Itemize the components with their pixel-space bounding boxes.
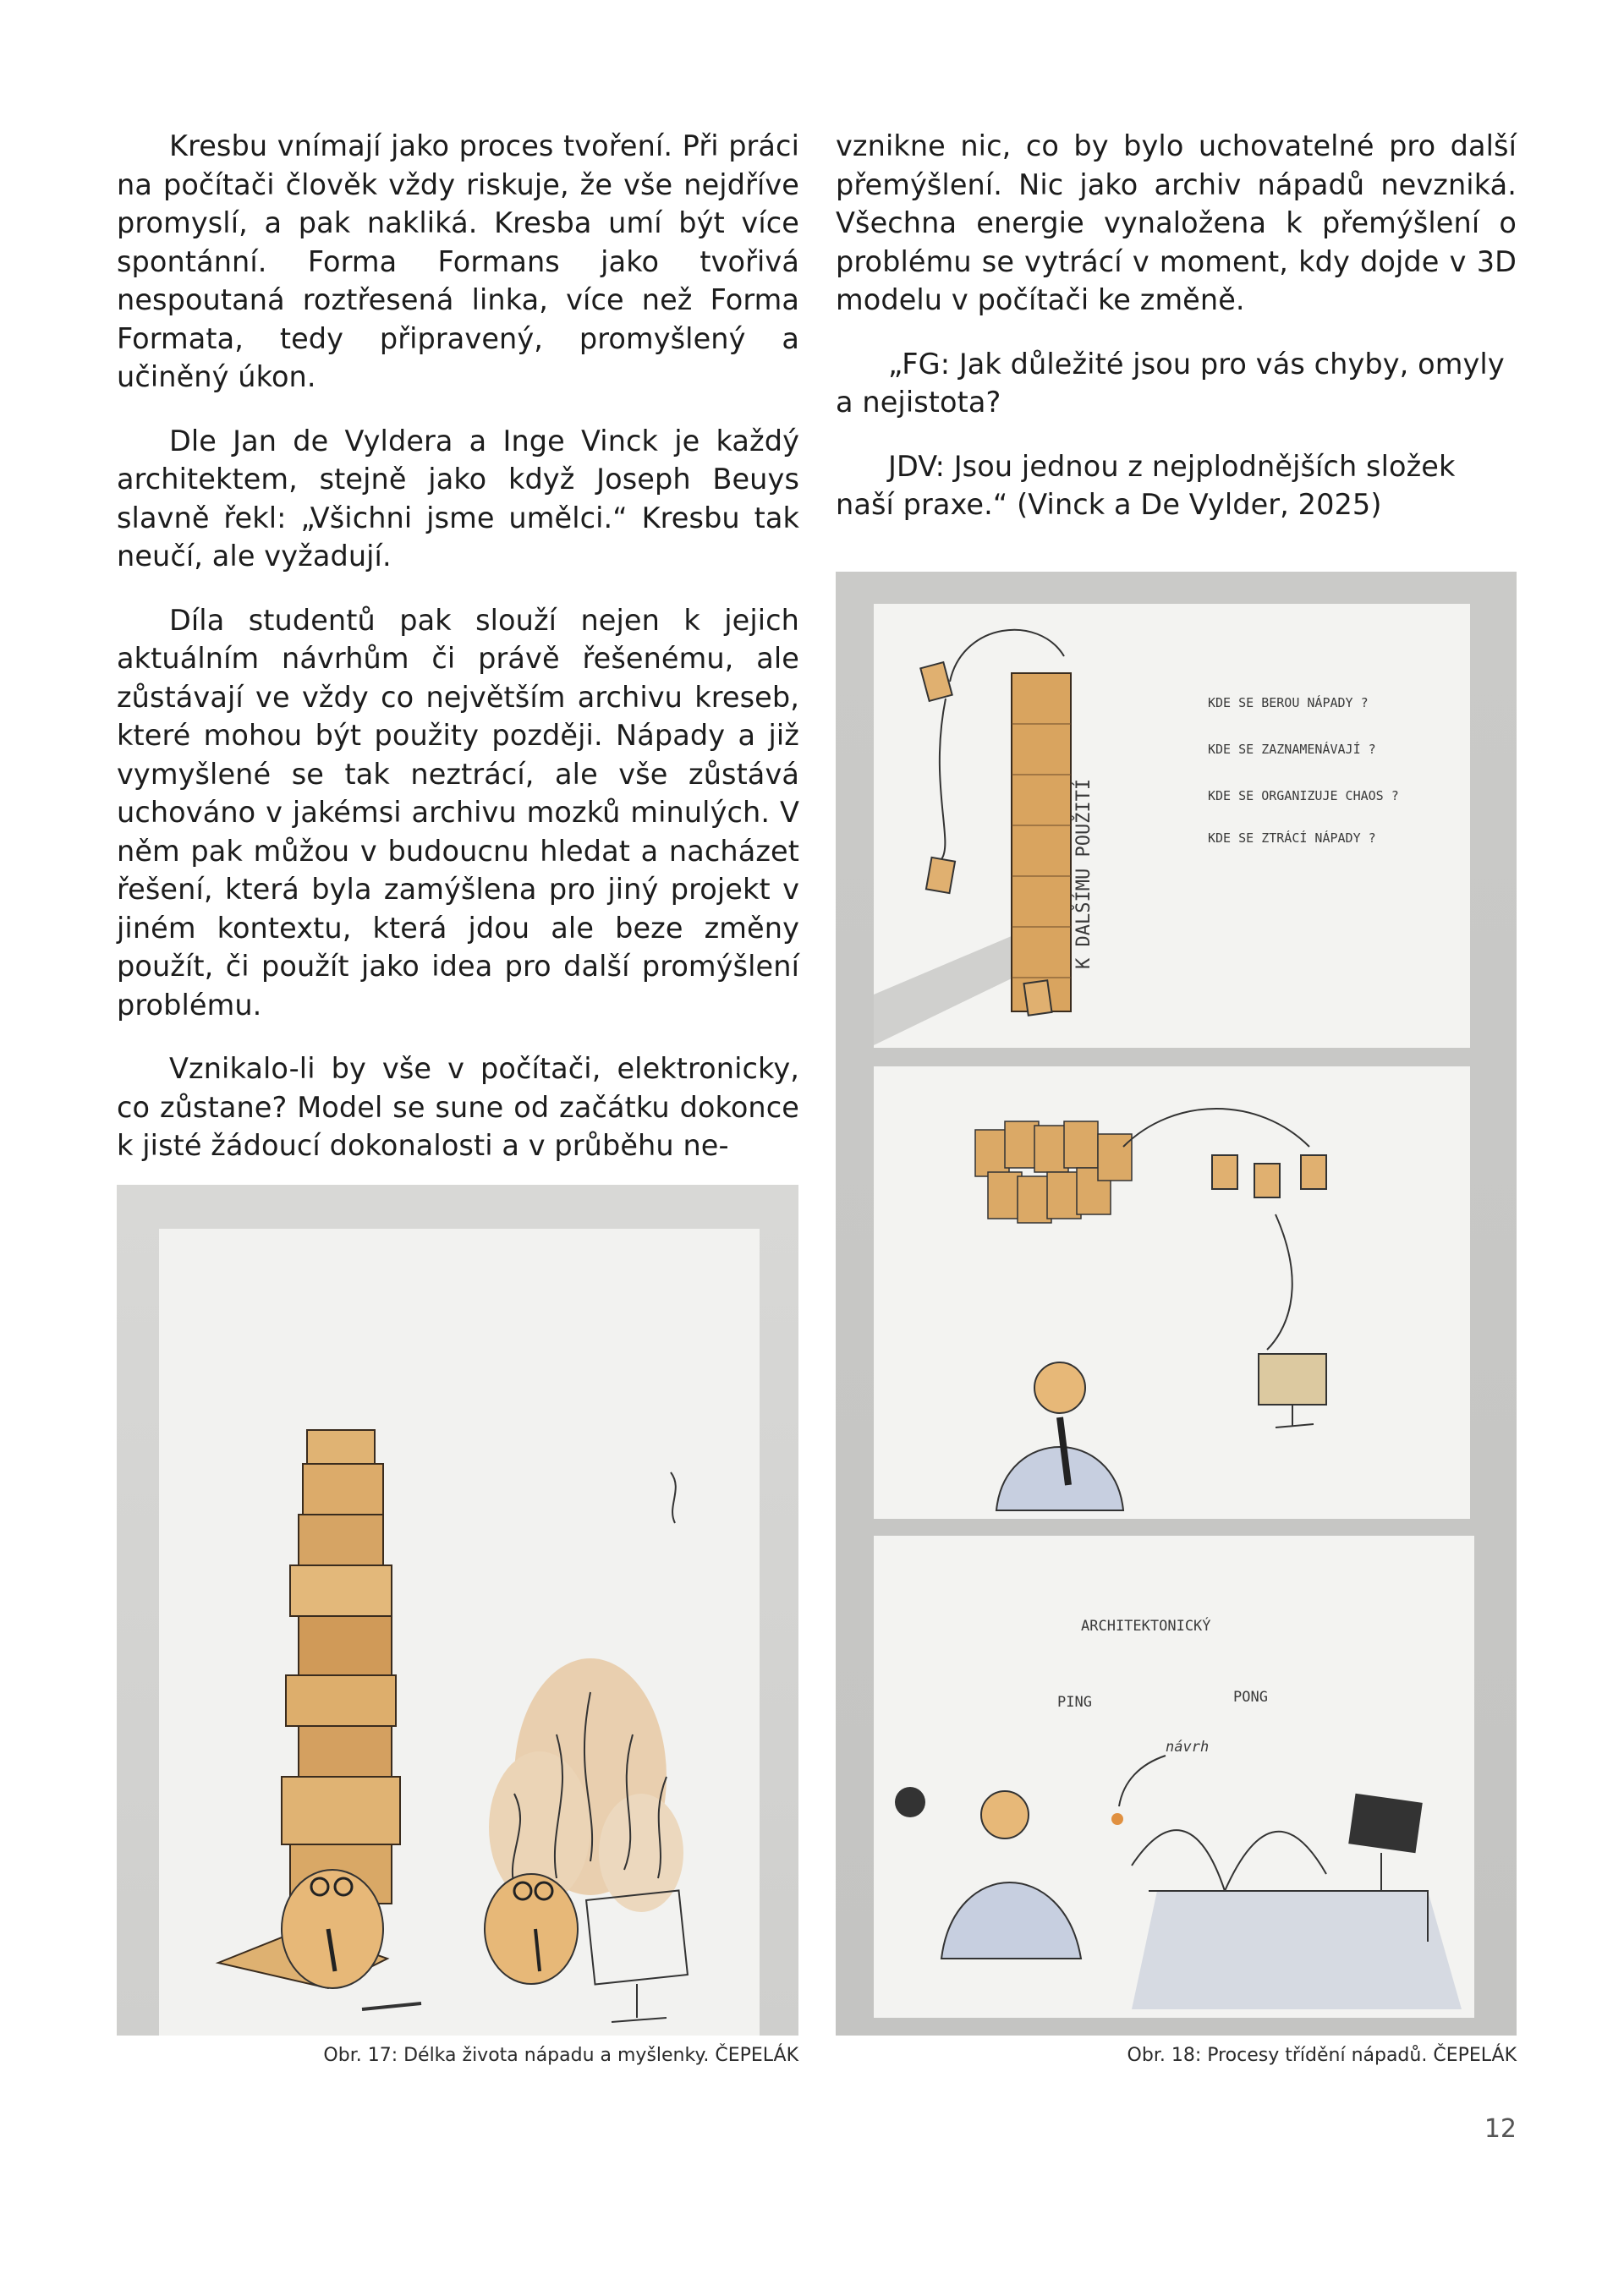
vertical-label: K DALŠÍMU POUŽITÍ	[1073, 778, 1095, 969]
panel-1	[874, 604, 1470, 1048]
figure-18-caption: Obr. 18: Procesy třídění nápadů. ČEPELÁK	[1127, 2045, 1517, 2066]
figure-18-photo	[836, 572, 1517, 2036]
question-1: KDE SE BEROU NÁPADY ?	[1208, 695, 1369, 710]
page-number: 12	[1484, 2114, 1517, 2144]
paragraph-vznikne: vznikne nic, co by bylo uchovatelné pro další přemýšlení. Nic jako archiv nápadů nevzniká. Všechna energie vynaložena k přemýšlení o problému se vytrácí v moment, kdy dojde v 3D modelu v počítači ke změně.	[836, 129, 1517, 316]
figure-18-drawing	[836, 572, 1517, 2036]
paragraph-vznikalo: Vznikalo-li by vše v počítači, elektronicky, co zůstane? Model se sune od začátku dokonce k jisté žádoucí dokonalosti a v průběhu ne-	[117, 1052, 799, 1162]
figure-right-person	[485, 1874, 578, 1984]
table-shadow	[1132, 1891, 1462, 2009]
right-text-column	[836, 127, 1517, 550]
paragraph-interview-answer: JDV: Jsou jednou z nejplodnějších složek naší praxe.“ (Vinck a De Vylder, 2025)	[836, 449, 1456, 521]
figure-17-caption: Obr. 17: Délka života nápadu a myšlenky. ČEPELÁK	[323, 2045, 798, 2066]
paragraph-dila-studentu: Díla studentů pak slouží nejen k jejich aktuálním návrhům či právě řešenému, ale zůstávají ve vždy co největším archivu kreseb, které mohou být použity později. Nápady a již vymyšlené se tak neztrácí, ale vše zůstává uchováno v jakémsi archivu mozků minulých. V něm pak můžou v budoucnu hledat a nacházet řešení, která byla zamýšlena pro jiný projekt v jiném kontextu, která jdou ale beze změny použít, či použít jako idea pro další promýšlení problému.	[117, 603, 799, 1022]
question-3: KDE SE ORGANIZUJE CHAOS ?	[1208, 788, 1399, 803]
question-4: KDE SE ZTRÁCÍ NÁPADY ?	[1208, 830, 1376, 846]
paper-sheet	[159, 1229, 760, 2036]
paddle	[895, 1787, 925, 1817]
panel-2	[874, 1066, 1470, 1519]
ball	[1111, 1813, 1123, 1825]
ping-pong-title: ARCHITEKTONICKÝ	[1081, 1618, 1211, 1635]
left-text-column	[117, 127, 799, 1191]
navrh-label: návrh	[1166, 1739, 1210, 1756]
question-2: KDE SE ZAZNAMENÁVAJÍ ?	[1208, 742, 1376, 757]
paragraph-vyldera: Dle Jan de Vyldera a Inge Vinck je každý architektem, stejně jako když Joseph Beuys slavně řekl: „Všichni jsme umělci.“ Kresbu tak neučí, ale vyžadují.	[117, 424, 799, 573]
figure-left-person	[282, 1870, 383, 1988]
paragraph-kresbu: Kresbu vnímají jako proces tvoření. Při práci na počítači člověk vždy riskuje, že vše nejdříve promyslí, a pak nakliká. Kresba umí být více spontánní. Forma Formans jako tvořivá nespoutaná roztřesená linka, více než Forma Formata, tedy připravený, promyšlený a učiněný úkon.	[117, 129, 799, 393]
paragraph-interview-question: „FG: Jak důležité jsou pro vás chyby, omyly a nejistota?	[836, 347, 1505, 419]
idea-cloud	[975, 1121, 1132, 1223]
pong-label: PONG	[1233, 1689, 1268, 1706]
panel-3	[874, 1536, 1474, 2018]
figure-17-drawing	[117, 1185, 798, 2036]
ping-label: PING	[1057, 1694, 1092, 1711]
figure-17-photo	[117, 1185, 798, 2036]
